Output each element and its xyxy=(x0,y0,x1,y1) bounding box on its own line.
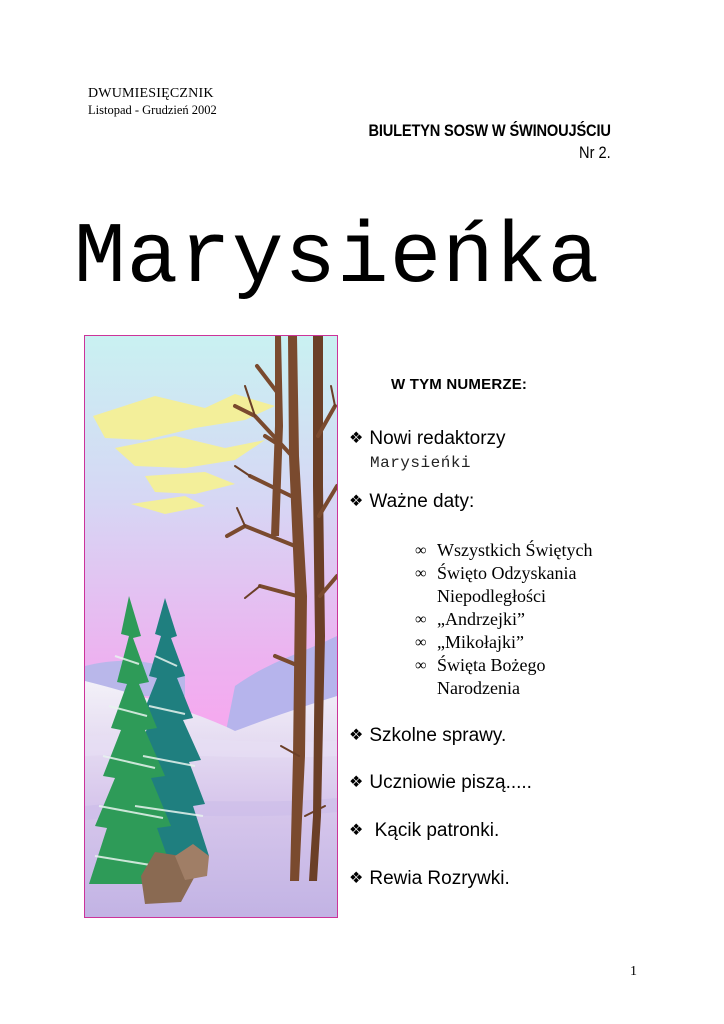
diamond-bullet-icon: ❖ xyxy=(349,727,364,744)
infinity-bullet-icon: ∞ xyxy=(415,565,427,582)
toc-item xyxy=(349,868,510,890)
winter-landscape-illustration xyxy=(84,335,338,918)
toc-item xyxy=(349,772,532,794)
toc-item-label: Ważne daty: xyxy=(369,491,475,512)
issue-number: Nr 2. xyxy=(579,143,611,162)
date-item-continuation: Niepodległości xyxy=(437,586,546,606)
masthead-title: Marysieńka xyxy=(74,209,601,307)
diamond-bullet-icon: ❖ xyxy=(349,430,364,447)
diamond-bullet-icon: ❖ xyxy=(349,870,364,887)
infinity-bullet-icon: ∞ xyxy=(415,657,427,674)
toc-item-label: Szkolne sprawy. xyxy=(369,725,507,746)
date-item: ∞ Święto Odzyskania xyxy=(415,563,577,583)
diamond-bullet-icon: ❖ xyxy=(349,493,364,510)
toc-item-label: Uczniowie piszą..... xyxy=(369,772,532,793)
infinity-bullet-icon: ∞ xyxy=(415,611,427,628)
bulletin-heading xyxy=(329,120,611,164)
issue-period: Listopad - Grudzień 2002 xyxy=(88,103,217,117)
date-item: ∞ Wszystkich Świętych xyxy=(415,540,593,560)
diamond-bullet-icon: ❖ xyxy=(349,822,364,839)
date-item: ∞ Święta Bożego xyxy=(415,655,546,675)
toc-item xyxy=(349,428,506,450)
toc-heading: W TYM NUMERZE: xyxy=(391,376,528,393)
toc-item xyxy=(349,725,506,747)
date-item: ∞ „Andrzejki” xyxy=(415,609,525,629)
date-item-continuation: Narodzenia xyxy=(437,678,520,698)
toc-item-label: Rewia Rozrywki. xyxy=(369,868,510,889)
infinity-bullet-icon: ∞ xyxy=(415,634,427,651)
toc-item-sub: Marysieńki xyxy=(370,454,472,472)
page-number: 1 xyxy=(630,964,637,979)
toc-item xyxy=(349,820,499,842)
bulletin-title: BIULETYN SOSW W ŚWINOUJŚCIU xyxy=(368,121,611,140)
important-dates-list xyxy=(415,539,592,700)
date-item: ∞ „Mikołajki” xyxy=(415,632,524,652)
infinity-bullet-icon: ∞ xyxy=(415,542,427,559)
toc-item xyxy=(349,491,474,513)
periodical-info xyxy=(88,86,217,118)
periodicity: DWUMIESIĘCZNIK xyxy=(88,86,214,101)
diamond-bullet-icon: ❖ xyxy=(349,774,364,791)
table-of-contents xyxy=(349,376,669,889)
toc-item-label: Nowi redaktorzy xyxy=(369,428,506,449)
toc-item-label: Kącik patronki. xyxy=(369,820,500,841)
